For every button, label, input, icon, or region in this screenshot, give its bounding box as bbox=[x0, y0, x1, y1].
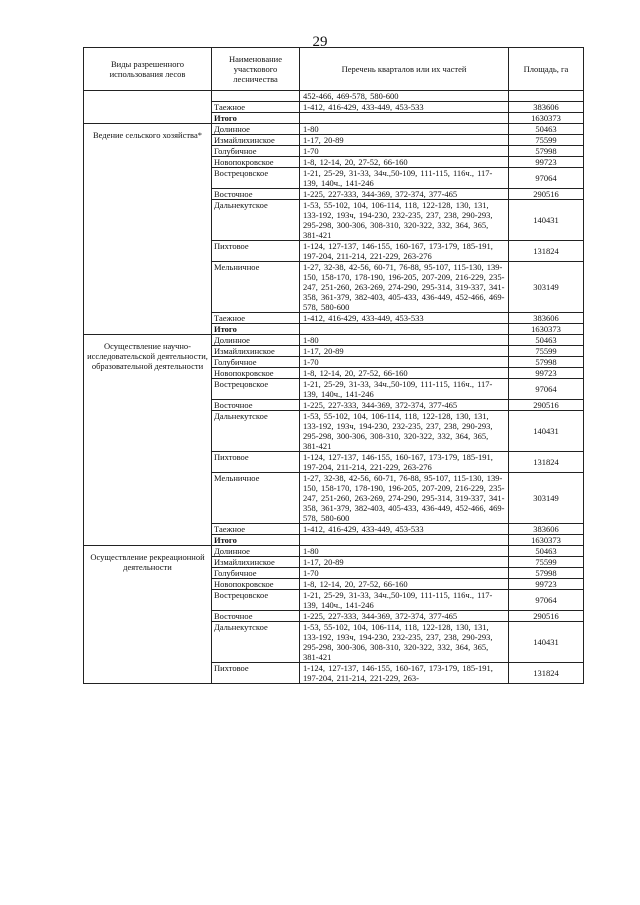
header-area: Площадь, га bbox=[509, 48, 584, 91]
area-cell: 290516 bbox=[509, 611, 584, 622]
forestry-cell: Таежное bbox=[212, 313, 300, 324]
quarters-cell: 1-8, 12-14, 20, 27-52, 66-160 bbox=[300, 579, 509, 590]
area-cell: 50463 bbox=[509, 546, 584, 557]
forestry-cell: Новопокровское bbox=[212, 157, 300, 168]
area-cell: 140431 bbox=[509, 622, 584, 663]
area-cell: 383606 bbox=[509, 313, 584, 324]
forestry-cell: Голубичное bbox=[212, 568, 300, 579]
area-cell: 75599 bbox=[509, 135, 584, 146]
forestry-cell: Итого bbox=[212, 324, 300, 335]
forestry-cell: Долинное bbox=[212, 124, 300, 135]
area-cell: 57998 bbox=[509, 357, 584, 368]
area-cell: 290516 bbox=[509, 400, 584, 411]
area-cell: 1630373 bbox=[509, 113, 584, 124]
forestry-cell: Таежное bbox=[212, 102, 300, 113]
forestry-cell: Восточное bbox=[212, 189, 300, 200]
quarters-cell: 1-70 bbox=[300, 357, 509, 368]
area-cell: 131824 bbox=[509, 452, 584, 473]
forestry-cell: Дальнекутское bbox=[212, 200, 300, 241]
quarters-cell: 1-225, 227-333, 344-369, 372-374, 377-465 bbox=[300, 611, 509, 622]
quarters-cell: 1-8, 12-14, 20, 27-52, 66-160 bbox=[300, 368, 509, 379]
forestry-cell: Голубичное bbox=[212, 146, 300, 157]
area-cell: 97064 bbox=[509, 379, 584, 400]
quarters-cell: 1-70 bbox=[300, 568, 509, 579]
quarters-cell: 452-466, 469-578, 580-600 bbox=[300, 91, 509, 102]
forestry-cell: Измайлихинское bbox=[212, 135, 300, 146]
forestry-cell: Измайлихинское bbox=[212, 346, 300, 357]
area-cell: 383606 bbox=[509, 102, 584, 113]
area-cell: 140431 bbox=[509, 411, 584, 452]
forestry-cell: Новопокровское bbox=[212, 579, 300, 590]
forestry-cell: Долинное bbox=[212, 335, 300, 346]
area-cell: 140431 bbox=[509, 200, 584, 241]
area-cell: 57998 bbox=[509, 146, 584, 157]
table-row bbox=[84, 124, 584, 135]
area-cell: 1630373 bbox=[509, 535, 584, 546]
quarters-cell: 1-124, 127-137, 146-155, 160-167, 173-179, 185-191, 197-204, 211-214, 221-229, 263-276 bbox=[300, 241, 509, 262]
quarters-cell bbox=[300, 113, 509, 124]
forestry-cell: Итого bbox=[212, 535, 300, 546]
table-body bbox=[84, 91, 584, 684]
forestry-cell: Мельничное bbox=[212, 262, 300, 313]
quarters-cell: 1-17, 20-89 bbox=[300, 557, 509, 568]
quarters-cell: 1-27, 32-38, 42-56, 60-71, 76-88, 95-107, 115-130, 139-150, 158-170, 178-190, 196-205, 207-209, 216-229, 235-247, 251-260, 263-269, 274-290, 295-314, 319-337, 341-358, 361-379, 382-403, 405-433, 436-449, 452-466, 469-578, 580-600 bbox=[300, 473, 509, 524]
forestry-cell: Дальнекутское bbox=[212, 622, 300, 663]
quarters-cell: 1-124, 127-137, 146-155, 160-167, 173-179, 185-191, 197-204, 211-214, 221-229, 263- bbox=[300, 663, 509, 684]
header-quarters: Перечень кварталов или их частей bbox=[300, 48, 509, 91]
use-type-cell: Осуществление рекреационной деятельности bbox=[84, 546, 212, 684]
quarters-cell: 1-53, 55-102, 104, 106-114, 118, 122-128, 130, 131, 133-192, 193ч, 194-230, 232-235, 237, 238, 290-293, 295-298, 300-306, 308-310, 320-322, 332, 364, 365, 381-421 bbox=[300, 622, 509, 663]
forestry-cell: Новопокровское bbox=[212, 368, 300, 379]
area-cell: 303149 bbox=[509, 262, 584, 313]
quarters-cell bbox=[300, 324, 509, 335]
quarters-cell: 1-53, 55-102, 104, 106-114, 118, 122-128, 130, 131, 133-192, 193ч, 194-230, 232-235, 237, 238, 290-293, 295-298, 300-306, 308-310, 320-322, 332, 364, 365, 381-421 bbox=[300, 411, 509, 452]
table-row bbox=[84, 546, 584, 557]
forestry-cell: Итого bbox=[212, 113, 300, 124]
forestry-cell: Мельничное bbox=[212, 473, 300, 524]
area-cell: 50463 bbox=[509, 335, 584, 346]
use-type-cell: Осуществление научно-исследовательской деятельности, образовательной деятельности bbox=[84, 335, 212, 546]
forestry-cell: Измайлихинское bbox=[212, 557, 300, 568]
area-cell: 75599 bbox=[509, 557, 584, 568]
forestry-cell: Вострецовское bbox=[212, 168, 300, 189]
quarters-cell: 1-8, 12-14, 20, 27-52, 66-160 bbox=[300, 157, 509, 168]
area-cell: 383606 bbox=[509, 524, 584, 535]
area-cell: 97064 bbox=[509, 168, 584, 189]
quarters-cell: 1-17, 20-89 bbox=[300, 135, 509, 146]
quarters-cell: 1-412, 416-429, 433-449, 453-533 bbox=[300, 313, 509, 324]
forestry-cell bbox=[212, 91, 300, 102]
area-cell: 99723 bbox=[509, 579, 584, 590]
area-cell: 1630373 bbox=[509, 324, 584, 335]
forestry-cell: Вострецовское bbox=[212, 590, 300, 611]
area-cell: 290516 bbox=[509, 189, 584, 200]
quarters-cell: 1-21, 25-29, 31-33, 34ч.,50-109, 111-115, 116ч., 117-139, 140ч., 141-246 bbox=[300, 168, 509, 189]
header-forestry: Наименование участкового лесничества bbox=[212, 48, 300, 91]
header-use-type: Виды разрешенного использования лесов bbox=[84, 48, 212, 91]
use-type-cell bbox=[84, 91, 212, 124]
quarters-cell: 1-27, 32-38, 42-56, 60-71, 76-88, 95-107, 115-130, 139-150, 158-170, 178-190, 196-205, 207-209, 216-229, 235-247, 251-260, 263-269, 274-290, 295-314, 319-337, 341-358, 361-379, 382-403, 405-433, 436-449, 452-466, 469-578, 580-600 bbox=[300, 262, 509, 313]
quarters-cell: 1-124, 127-137, 146-155, 160-167, 173-179, 185-191, 197-204, 211-214, 221-229, 263-276 bbox=[300, 452, 509, 473]
forestry-cell: Долинное bbox=[212, 546, 300, 557]
forestry-cell: Дальнекутское bbox=[212, 411, 300, 452]
area-cell: 131824 bbox=[509, 663, 584, 684]
area-cell bbox=[509, 91, 584, 102]
forestry-cell: Вострецовское bbox=[212, 379, 300, 400]
quarters-cell: 1-53, 55-102, 104, 106-114, 118, 122-128, 130, 131, 133-192, 193ч, 194-230, 232-235, 237, 238, 290-293, 295-298, 300-306, 308-310, 320-322, 332, 364, 365, 381-421 bbox=[300, 200, 509, 241]
forestry-cell: Пихтовое bbox=[212, 452, 300, 473]
quarters-cell: 1-225, 227-333, 344-369, 372-374, 377-465 bbox=[300, 400, 509, 411]
forestry-cell: Восточное bbox=[212, 611, 300, 622]
area-cell: 75599 bbox=[509, 346, 584, 357]
forestry-cell: Голубичное bbox=[212, 357, 300, 368]
table-row bbox=[84, 335, 584, 346]
forestry-cell: Пихтовое bbox=[212, 241, 300, 262]
quarters-cell: 1-21, 25-29, 31-33, 34ч.,50-109, 111-115, 116ч., 117-139, 140ч., 141-246 bbox=[300, 590, 509, 611]
quarters-cell: 1-80 bbox=[300, 335, 509, 346]
forestry-cell: Пихтовое bbox=[212, 663, 300, 684]
area-cell: 131824 bbox=[509, 241, 584, 262]
quarters-cell: 1-80 bbox=[300, 546, 509, 557]
quarters-cell: 1-225, 227-333, 344-369, 372-374, 377-465 bbox=[300, 189, 509, 200]
use-type-cell: Ведение сельского хозяйства* bbox=[84, 124, 212, 335]
area-cell: 99723 bbox=[509, 368, 584, 379]
forestry-cell: Восточное bbox=[212, 400, 300, 411]
quarters-cell: 1-412, 416-429, 433-449, 453-533 bbox=[300, 524, 509, 535]
quarters-cell bbox=[300, 535, 509, 546]
quarters-cell: 1-412, 416-429, 433-449, 453-533 bbox=[300, 102, 509, 113]
area-cell: 50463 bbox=[509, 124, 584, 135]
area-cell: 97064 bbox=[509, 590, 584, 611]
area-cell: 99723 bbox=[509, 157, 584, 168]
quarters-cell: 1-80 bbox=[300, 124, 509, 135]
quarters-cell: 1-70 bbox=[300, 146, 509, 157]
forestry-cell: Таежное bbox=[212, 524, 300, 535]
forest-use-table bbox=[83, 47, 584, 684]
area-cell: 57998 bbox=[509, 568, 584, 579]
quarters-cell: 1-21, 25-29, 31-33, 34ч.,50-109, 111-115, 116ч., 117-139, 140ч., 141-246 bbox=[300, 379, 509, 400]
table-row bbox=[84, 91, 584, 102]
page-number: 29 bbox=[312, 34, 328, 50]
table-header-row bbox=[84, 48, 584, 91]
area-cell: 303149 bbox=[509, 473, 584, 524]
quarters-cell: 1-17, 20-89 bbox=[300, 346, 509, 357]
